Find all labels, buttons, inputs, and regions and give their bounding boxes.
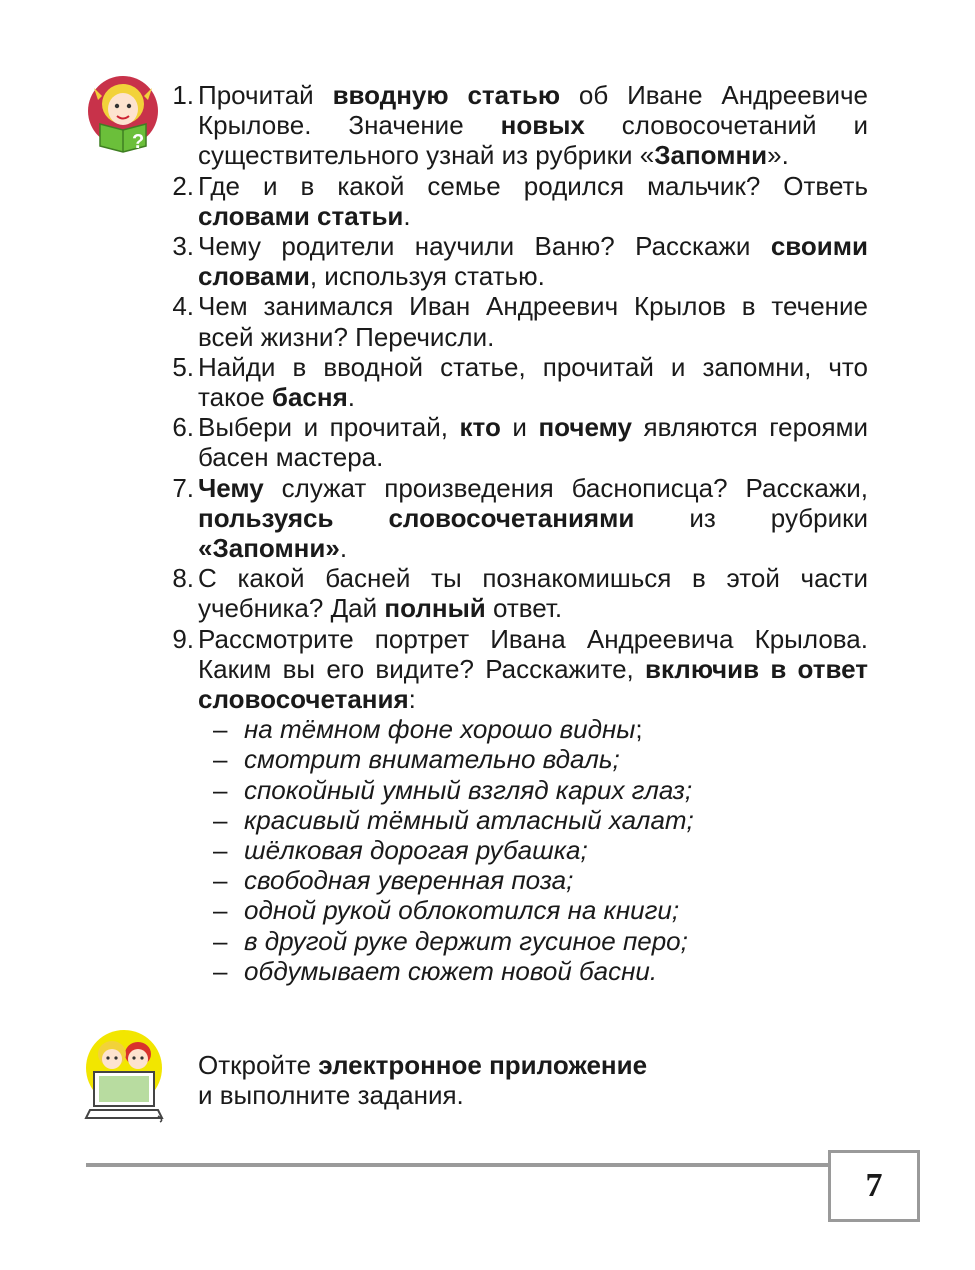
phrase-item: – свободная уверенная поза; [198, 865, 868, 895]
phrase-item: – на тёмном фоне хорошо видны; [198, 714, 868, 744]
task-item [162, 231, 868, 291]
svg-text:?: ? [132, 131, 145, 153]
electronic-app-note: Откройте электронное приложение и выполните задания. [198, 1050, 648, 1110]
task-item [162, 473, 868, 564]
task-text: Выбери и прочитай, кто и почему являются героями басен мастера. [198, 412, 868, 473]
task-number: 4. [172, 291, 194, 322]
task-number: 9. [172, 623, 194, 654]
task-text: Чему родители научили Ваню? Расскажи своими словами, используя статью. [198, 231, 868, 292]
task-item [162, 80, 868, 171]
task-text: Где и в какой семье родился мальчик? Ответь словами статьи. [198, 170, 868, 231]
task-item [162, 624, 868, 986]
phrase-item: – обдумывает сюжет новой басни. [198, 956, 868, 986]
task-text: Рассмотрите портрет Ивана Андреевича Крылова. Каким вы его видите? Расскажите, включив в ответ словосочетания: [198, 623, 868, 715]
task-number: 6. [172, 412, 194, 443]
task-item [162, 563, 868, 623]
task-item [162, 352, 868, 412]
task-text: Найди в вводной статье, прочитай и запомни, что такое басня. [198, 351, 868, 413]
task-item [162, 412, 868, 472]
task-text: Прочитай вводную статью об Иване Андреевиче Крылове. Значение новых словосочетаний и существительного узнай из рубрики «Запомни». [198, 80, 868, 171]
page-number: 7 [828, 1150, 920, 1222]
task-text: Чему служат произведения баснописца? Расскажи, пользуясь словосочетаниями из рубрики «Запомни». [198, 472, 869, 564]
task-text: С какой басней ты познакомишься в этой части учебника? Дай полный ответ. [198, 563, 868, 624]
kids-at-computer-icon [84, 1028, 166, 1124]
task-number: 7. [172, 472, 194, 503]
phrase-list [198, 714, 868, 986]
task-number: 8. [172, 563, 194, 594]
girl-with-book-question-icon [86, 74, 164, 154]
task-text: Чем занимался Иван Андреевич Крылов в течение всей жизни? Перечисли. [198, 291, 868, 352]
phrase-item: – смотрит внимательно вдаль; [198, 744, 868, 774]
footer-rule [86, 1163, 828, 1167]
phrase-item: – спокойный умный взгляд карих глаз; [198, 775, 868, 805]
task-item [162, 171, 868, 231]
phrase-item: – красивый тёмный атласный халат; [198, 805, 868, 835]
phrase-item: – в другой руке держит гусиное перо; [198, 926, 868, 956]
task-list [162, 80, 868, 986]
phrase-item: – одной рукой облокотился на книги; [198, 895, 868, 925]
task-number: 2. [172, 170, 194, 201]
task-number: 5. [172, 351, 194, 382]
task-item [162, 291, 868, 351]
task-number: 3. [172, 231, 194, 262]
task-number: 1. [172, 80, 194, 110]
phrase-item: – шёлковая дорогая рубашка; [198, 835, 868, 865]
